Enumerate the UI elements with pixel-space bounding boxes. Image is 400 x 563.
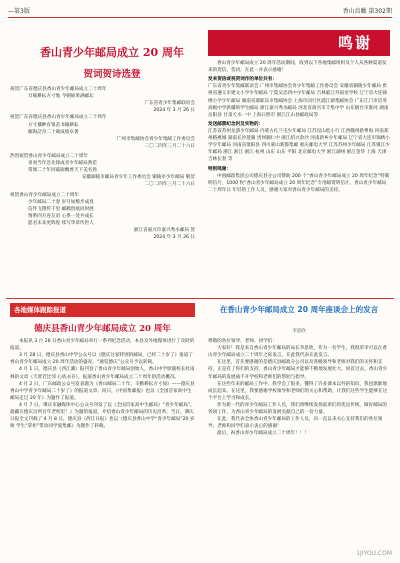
section-heading: 发来贺信或祝贺词作的单位共有： bbox=[208, 77, 277, 83]
congrats-sign: 浙江省嘉兴市嘉兴秀水邮局 贺 bbox=[133, 228, 195, 234]
congrats-date: 二〇二四年三月二十六日 bbox=[144, 182, 195, 188]
congrats-date: 二〇二四年三月二十六日 bbox=[144, 143, 195, 149]
speech-paragraph: 大家好！我是来自香山青少年邮局的局长李思欣，作为一名学生，我很荣幸可以在香山青少年邮局成立二十周年之际发言，在此我代表在此发言。 bbox=[208, 346, 387, 359]
section-divider bbox=[6, 298, 394, 299]
congrats-line: 常闻二十年同砥砺飘香天下美名扬 bbox=[28, 168, 97, 174]
speech-column bbox=[208, 338, 390, 554]
congrats-sign: 广州市集邮协会青少年集邮工作委员会 bbox=[116, 136, 195, 142]
congrats-line: 信件飞翔传千里 邮戳留痕同时展 bbox=[28, 206, 94, 212]
congrats-line: 祝贺广东省德庆县香山青少年邮局成立二十周年 bbox=[10, 115, 107, 121]
article-subtitle: 贺词贺诗选登 bbox=[83, 69, 141, 80]
speech-paragraph: 在这些年来的邮局工作中，我学会了很多，懂得了许多课本以外的知识，我也渐渐地成长起来。在这里，我要感谢学校领导和老师们的关心和帮助，让我们这些学生能够在这个平台上学习和成长。 bbox=[208, 381, 388, 401]
thanks-list: 广东省青少年集邮联谊会 广州市集邮协会青少年集邮工作委员会 安徽省铜陵少年邮局 贵州省遵义市建文小学少年邮局 宁夏吴忠四中少年邮局 吉林临江外国语学校 辽宁省大连锦绣小学少年邮局 湖南省耶耶乐市集邮协会 上海市闵行区浦江镇集邮协会 广东江门市培英高级中学新疆班学生邮局 浙江嘉兴秀水邮局 河北省商宫市丰集中学 山东烟台市淮河 湖南岳阳县 甘肃天水一中 上海日照市 浙江江山县邮政局等 bbox=[208, 84, 389, 118]
congrats-line: 喜看当年急先锋成青少年邮局典范 bbox=[28, 161, 97, 167]
speech-paragraph: 在此，我代表全体香山青少年邮局的工作人员，向一直以来关心支持我们的各位领导、老师和同学们表示衷心的感谢！ bbox=[208, 417, 383, 430]
media-section-bar bbox=[10, 303, 195, 317]
speech-paragraph: 尊敬的各位领导、老师、同学们： bbox=[208, 339, 277, 344]
thanks-special: 中国邮政集团公司德庆县分公司赞助 200 个“香山青少年邮局成立 20 周年纪念”特制明信片，1000 枚“香山青少年邮局成立 20 周年纪念”专用邮资明信片。香山青少年邮局二十周年日 年轻的工作人员，感谢大家对香山青少年邮局的支持。 bbox=[208, 173, 390, 193]
section-heading: 特别鸣谢： bbox=[208, 166, 231, 172]
thanks-banner bbox=[208, 30, 390, 56]
congrats-line: 愿君未来更辉煌 续写华章传世人 bbox=[28, 220, 94, 226]
congrats-date: 2024 年 3 月 26 日 bbox=[153, 108, 195, 114]
watermark: 1JIYOU.COM bbox=[356, 550, 392, 557]
issue-label: 香山鳥瞰 第302期 bbox=[342, 8, 392, 15]
media-paragraph: 4 月 2 日，广东邮政公众号发表题为《香山邮局二十年，辛勤耕耘方寸间》——德庆县香山中学青少年邮局二十岁了》的报道文章。同日，《中国集邮报》也以《全国首家高中生邮局走过 20 年》为题作了报道。 bbox=[10, 381, 195, 401]
congrats-date: 2024 年 3 月 26 日 bbox=[153, 235, 195, 241]
thanks-intro: 香山青少年邮局成立 20 周年活动期间，收到以下各地集邮组织及个人从各种渠道发来的贺信、贺词，在此一并表示感谢！ bbox=[208, 61, 387, 74]
congrats-line: 祝贺香山青少年邮局成立二十周年 bbox=[10, 192, 79, 198]
speech-paragraph: 最后，祝香山青少年邮局成立二十周年！！！ bbox=[217, 431, 309, 437]
speech-paragraph: 在这里，首先要感谢的是德庆县邮政分公司以及各级领导和老师对我们的关怀和支持，正是有了你们的支持，香山青少年邮局才能够不断地发展壮大。回首过去，香山青少年邮局的发展离不开学校和老师们的帮助与指导。 bbox=[208, 360, 388, 380]
congrats-column bbox=[10, 86, 195, 294]
thanks-heading: 鸣谢 bbox=[337, 34, 372, 52]
speech-title: 在香山青少年邮局成立 20 周年座谈会上的发言 bbox=[219, 305, 379, 314]
media-paragraph: 4 月 1 日，德庆县《西江潮》报刊登了香山青少年邮局创始人，香山中学原副校长杜南林的文章《天涯若比邻 心底永存》，报道香山青少年邮局成立二十周年的活动概况。 bbox=[10, 367, 195, 380]
article-title: 香山青少年邮局成立 20 周年 bbox=[40, 46, 184, 59]
page-number-label: —第3版 bbox=[8, 8, 30, 15]
congrats-line: 方寸播种育雏苗书翰耕耘 bbox=[28, 122, 79, 128]
congrats-line: 祝贺广东省德庆县香山青少年邮局成立二十周年 bbox=[10, 87, 107, 92]
media-section-label: 各地媒体跟踪报道 bbox=[14, 306, 66, 314]
congrats-sign: 安徽铜陵市邮局青少年工作委员会 铜陵市少年邮局 敬贺 bbox=[81, 175, 195, 181]
speech-paragraph: 作为新一代的青少年邮局工作人员，我们将继续发扬前辈们的优良传统，做好邮局的各项工作，为香山青少年邮局的发展贡献自己的一份力量。 bbox=[208, 402, 387, 416]
media-paragraph: 3 月 28 日，德庆县香山中学公众号以《德庆这家特别的邮局，已经二十岁了》报道了香山青少年邮局成立 20 周年活动的盛况，“通览德庆”公众号予以转载。 bbox=[10, 353, 193, 366]
congrats-line: 邮海泛舟二十载成绩卓著 bbox=[28, 129, 79, 135]
header-rule bbox=[8, 17, 392, 18]
media-paragraph: 本报讯 3 月 26 日香山青少年邮局举行一系列纪念活动，本县及外地媒体进行了及时的报道。 bbox=[10, 339, 195, 352]
congrats-line: 情系四方连友谊 心系一处共成长 bbox=[28, 213, 94, 219]
speech-author: 李思欣 bbox=[292, 329, 306, 334]
congrats-line: 热烈祝贺香山青少年邮局成立二十周年 bbox=[10, 153, 89, 159]
page-header bbox=[8, 4, 392, 18]
media-column bbox=[10, 338, 195, 558]
thanks-column bbox=[208, 60, 390, 296]
congrats-line: 少年邮局二十春 岁月如梭步成真 bbox=[28, 199, 94, 205]
congrats-line: 廿载耕耘方寸地 今朝硕果满邮坛 bbox=[28, 94, 94, 100]
thanks-list: 江苏省苏州龙游少年邮局 内蒙古扎兰屯少年邮局 江苏昆山低小行 江西赣州新粤海 河南郑州路惠城 湖南长沙莲湖 贵州铜仁中 浙江绍兴余沙 河南新乡少年邮局 辽宁省大连市锦绣小学少年邮局 河南省淮阳县 四川蒙山新都集邮 重庆邮电大学 江苏苏州少年邮局 江苏镇江少年邮局 浙江 浙江 浙江 杭州 山东 山东 平阳 北京邮电大学 浙江湖州 浙江金华 上海 天津 吉林长春 等 bbox=[208, 128, 390, 163]
media-article-title: 德庆县香山青少年邮局成立 20 周年 bbox=[34, 324, 171, 334]
section-heading: 发送邮票纪念封及实物的： bbox=[208, 121, 264, 127]
media-paragraph: 4 月 7 日，肇庆市融媒体中心公众号刊发了以《全国首家高中生邮局》“青少年邮局”。就藏在德庆这所百年老校里！》为题的报道，介绍香山青少年邮局的历史沿革。当日，肇庆日报全文刊载了 4 月 8 日，德庆县《西江日报》也以《德庆县香山中学“青少年邮局”20 岁啦 学生“掌柜”带动同学爱集邮》为题作了转载。 bbox=[10, 402, 195, 430]
congrats-sign: 广东省青少年集邮联谊会 bbox=[144, 101, 195, 107]
